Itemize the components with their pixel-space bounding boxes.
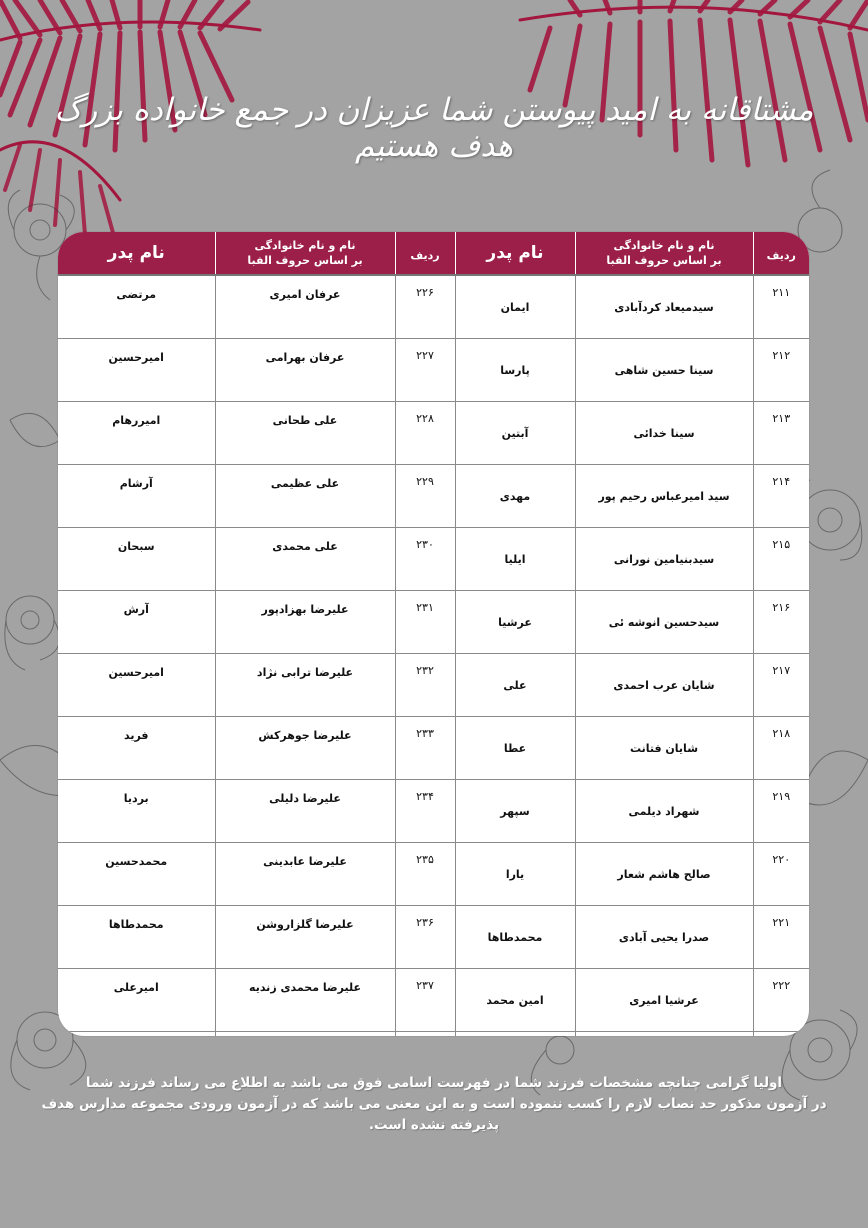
student-name-right: سیدبنیامین نورانی [575, 528, 753, 591]
row-number-right: ۲۱۶ [753, 591, 809, 654]
notice-line-3: پذیرفته نشده است. [368, 1117, 500, 1133]
table-row [58, 591, 809, 654]
table-row [58, 528, 809, 591]
row-number-left: ۲۳۰ [395, 528, 455, 591]
row-number-left: ۲۲۷ [395, 339, 455, 402]
row-number-left: ۲۳۴ [395, 780, 455, 843]
row-number-left: ۲۲۹ [395, 465, 455, 528]
row-number-right: ۲۱۲ [753, 339, 809, 402]
father-name-right [455, 1032, 575, 1037]
student-name-left: علی محمدی [215, 528, 395, 591]
table-row [58, 969, 809, 1032]
header-name-right: نام و نام خانوادگی بر اساس حروف الفبا [575, 232, 753, 275]
student-name-left: علی طحانی [215, 402, 395, 465]
row-number-left: ۲۳۷ [395, 969, 455, 1032]
table-row [58, 780, 809, 843]
student-name-left [215, 1032, 395, 1037]
row-number-right: ۲۱۹ [753, 780, 809, 843]
student-name-left: علیرضا دلیلی [215, 780, 395, 843]
header-father-right: نام پدر [455, 232, 575, 275]
father-name-right: امین محمد [455, 969, 575, 1032]
father-name-right: مهدی [455, 465, 575, 528]
father-name-left: امیرحسین [58, 339, 215, 402]
student-name-right: عرشیا امیری [575, 969, 753, 1032]
notice-line-2: در آزمون مذکور حد نصاب لازم را کسب ننموده است و به این معنی می باشد که در آزمون ورودی مجموعه مدارس هدف [41, 1096, 827, 1112]
student-name-right: شایان عرب احمدی [575, 654, 753, 717]
father-name-right: پارسا [455, 339, 575, 402]
row-number-right: ۲۱۳ [753, 402, 809, 465]
row-number-left: ۲۳۶ [395, 906, 455, 969]
father-name-left: مرتضی [58, 275, 215, 339]
row-number-left: ۲۳۲ [395, 654, 455, 717]
student-name-left: علی عظیمی [215, 465, 395, 528]
table-row [58, 339, 809, 402]
headline: مشتاقانه به امید پیوستن شما عزیزان در جمع خانواده بزرگ هدف هستیم [54, 92, 814, 164]
student-name-right: سینا حسین شاهی [575, 339, 753, 402]
student-name-left: علیرضا عابدینی [215, 843, 395, 906]
row-number-right: ۲۱۵ [753, 528, 809, 591]
student-name-right: سیدمیعاد کردآبادی [575, 275, 753, 339]
father-name-right: ایمان [455, 275, 575, 339]
row-number-right: ۲۱۷ [753, 654, 809, 717]
row-number-left: ۲۲۶ [395, 275, 455, 339]
father-name-left: امیررهام [58, 402, 215, 465]
row-number-left: ۲۳۳ [395, 717, 455, 780]
father-name-right: ایلیا [455, 528, 575, 591]
table-header-row [58, 232, 809, 275]
table-row [58, 275, 809, 339]
notice-text [40, 1073, 828, 1136]
father-name-right: سپهر [455, 780, 575, 843]
table-row [58, 843, 809, 906]
row-number-right: ۲۲۰ [753, 843, 809, 906]
student-name-left: علیرضا گلزاروشن [215, 906, 395, 969]
row-number-right: ۲۱۱ [753, 275, 809, 339]
row-number-left: ۲۲۸ [395, 402, 455, 465]
table-row [58, 465, 809, 528]
row-number-right: ۲۱۴ [753, 465, 809, 528]
student-name-right: شهراد دیلمی [575, 780, 753, 843]
student-name-left: علیرضا ترابی نژاد [215, 654, 395, 717]
table-row [58, 1032, 809, 1037]
header-name-left: نام و نام خانوادگی بر اساس حروف الفبا [215, 232, 395, 275]
student-name-right: سید امیرعباس رحیم پور [575, 465, 753, 528]
student-name-left: عرفان امیری [215, 275, 395, 339]
father-name-left [58, 1032, 215, 1037]
father-name-left: محمدطاها [58, 906, 215, 969]
father-name-left: امیرعلی [58, 969, 215, 1032]
table-row [58, 906, 809, 969]
father-name-left: سبحان [58, 528, 215, 591]
student-name-left: علیرضا بهزادپور [215, 591, 395, 654]
row-number-left: ۲۳۱ [395, 591, 455, 654]
student-name-left: علیرضا جوهرکش [215, 717, 395, 780]
table-row [58, 654, 809, 717]
father-name-left: فرید [58, 717, 215, 780]
father-name-left: محمدحسین [58, 843, 215, 906]
row-number-right: ۲۲۱ [753, 906, 809, 969]
row-number-left: ۲۳۵ [395, 843, 455, 906]
student-name-right: سیدحسین انوشه ئی [575, 591, 753, 654]
notice-line-1: اولیا گرامی چنانچه مشخصات فرزند شما در فهرست اسامی فوق می باشد به اطلاع می رساند فرزند شما [85, 1075, 783, 1091]
student-name-right [575, 1032, 753, 1037]
row-number-right: ۲۲۲ [753, 969, 809, 1032]
table-row [58, 402, 809, 465]
student-name-right: صدرا یحیی آبادی [575, 906, 753, 969]
father-name-left: بردیا [58, 780, 215, 843]
row-number-left [395, 1032, 455, 1037]
results-table-card [58, 232, 809, 1036]
father-name-right: علی [455, 654, 575, 717]
student-name-right: سینا خدائی [575, 402, 753, 465]
student-name-right: صالح هاشم شعار [575, 843, 753, 906]
student-name-left: عرفان بهرامی [215, 339, 395, 402]
father-name-right: عرشیا [455, 591, 575, 654]
header-row-number-right: ردیف [753, 232, 809, 275]
father-name-right: یارا [455, 843, 575, 906]
header-father-left: نام پدر [58, 232, 215, 275]
father-name-right: آبتین [455, 402, 575, 465]
table-row [58, 717, 809, 780]
father-name-right: عطا [455, 717, 575, 780]
father-name-left: امیرحسین [58, 654, 215, 717]
results-table [58, 232, 809, 1036]
header-row-number-left: ردیف [395, 232, 455, 275]
student-name-left: علیرضا محمدی زندیه [215, 969, 395, 1032]
father-name-right: محمدطاها [455, 906, 575, 969]
row-number-right [753, 1032, 809, 1037]
row-number-right: ۲۱۸ [753, 717, 809, 780]
father-name-left: آرش [58, 591, 215, 654]
student-name-right: شایان فتانت [575, 717, 753, 780]
father-name-left: آرشام [58, 465, 215, 528]
